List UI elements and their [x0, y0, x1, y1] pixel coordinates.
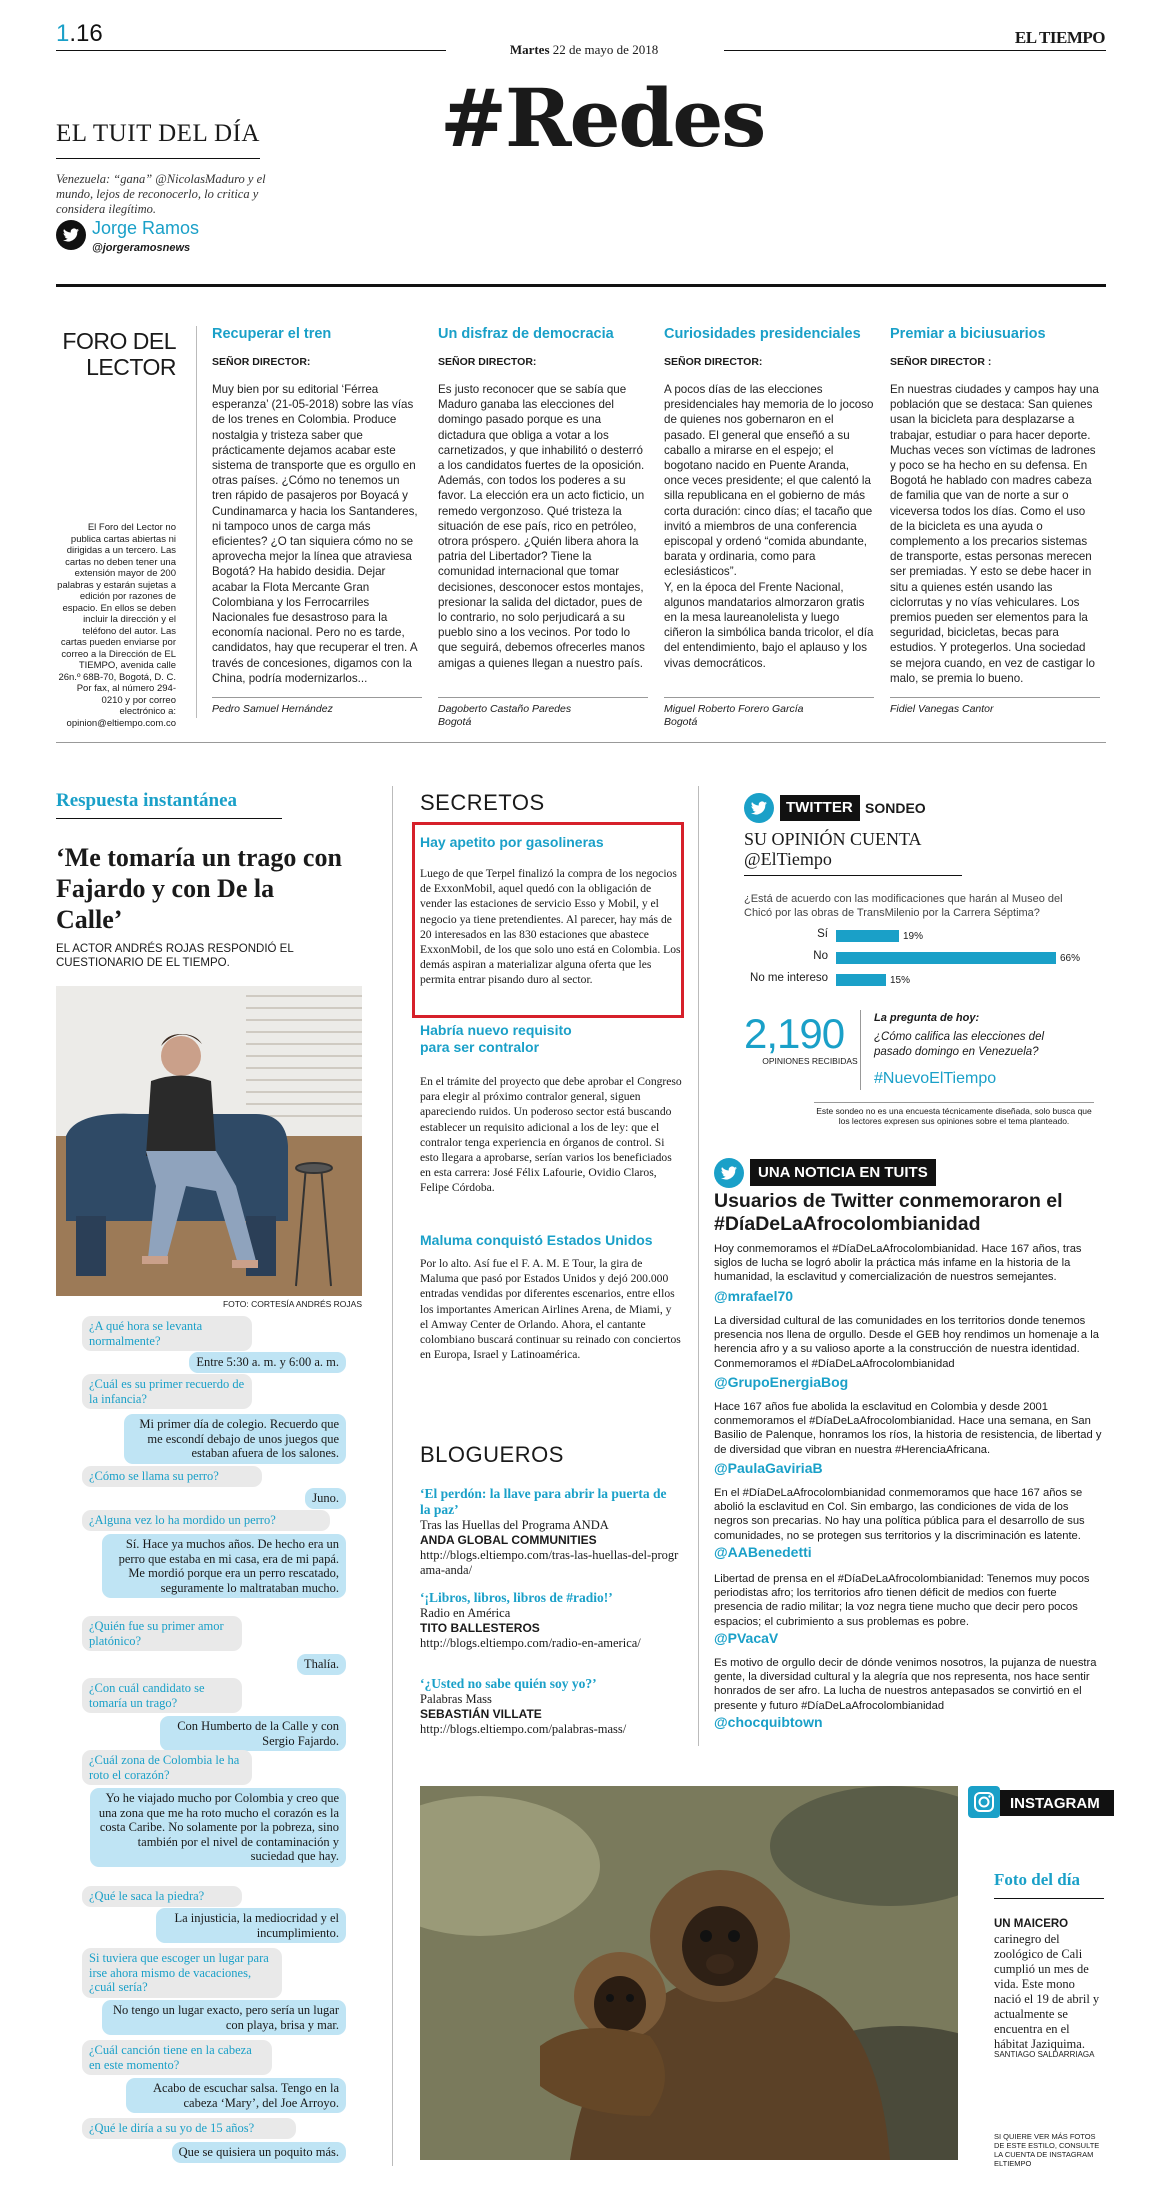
header-rule-right [724, 50, 1106, 51]
tweet-text: Libertad de prensa en el #DíaDeLaAfrocolombianidad: Tenemos muy pocos periodistas afro; los territorios afro tienen déficit de medios con fuerte presencia de radio militar; la voz negra tiene mucho que decir pero pocos espacios; el cubrimiento a sus problemas es pobre. [714, 1573, 1090, 1628]
secreto-text: Luego de que Terpel finalizó la compra de los negocios de ExxonMobil, aquel quedó con la obligación de vender las estaciones de servicio Esso y Mobil, y el negocio ya tiene pretendientes. Al parecer, hay más de 20 interesados en las 830 estaciones que abastece ExxonMobil, de los que solo uno está en Colombia. Los demás aspiran a materializar alguna oferta que les permita entrar pisando duro al sector. [420, 867, 681, 987]
interview-answer: Con Humberto de la Calle y con Sergio Fajardo. [160, 1716, 346, 1751]
poll-percent: 19% [903, 931, 924, 942]
column-divider [698, 786, 699, 1746]
interview-subtitle: EL ACTOR ANDRÉS ROJAS RESPONDIÓ EL CUESTIONARIO DE EL TIEMPO. [56, 943, 294, 969]
interview-answer: Mi primer día de colegio. Recuerdo que me escondí debajo de unos juegos que estaban afuera de los salones. [124, 1414, 346, 1464]
letter-salutation: SEÑOR DIRECTOR: [664, 356, 763, 368]
interview-answer: Thalía. [297, 1654, 346, 1675]
interview-question: ¿Alguna vez lo ha mordido un perro? [82, 1510, 330, 1531]
interview-question: ¿Con cuál candidato se tomaría un trago? [82, 1678, 242, 1713]
letter-salutation: SEÑOR DIRECTOR: [212, 356, 311, 368]
letter-title: Recuperar el tren [212, 326, 332, 342]
tuit-handle[interactable]: @jorgeramosnews [92, 242, 191, 254]
sondeo-disclaimer: Este sondeo no es una encuesta técnicamente diseñada, solo busca que los lectores expresen sus opiniones sobre el tema planteado. [814, 1102, 1094, 1126]
letter-title: Curiosidades presidenciales [664, 326, 861, 342]
header-rule-left [56, 50, 446, 51]
blog-url[interactable]: http://blogs.eltiempo.com/palabras-mass/ [420, 1722, 627, 1736]
blog-entry: Palabras Mass SEBASTIÁN VILLATE http://blogs.eltiempo.com/palabras-mass/ [420, 1692, 680, 1737]
instagram-photo [420, 1786, 958, 2160]
letter-salutation: SEÑOR DIRECTOR: [438, 356, 537, 368]
letter-signature: Pedro Samuel Hernández [212, 697, 422, 716]
interview-question: ¿Cómo se llama su perro? [82, 1466, 262, 1487]
letter-signature: Fidiel Vanegas Cantor [890, 697, 1100, 716]
tweet-text: En el #DíaDeLaAfrocolombianidad conmemoramos que hace 167 años se abolió la esclavitud en Col. Sin embargo, las condiciones de vida de los negros son precarias. No hay una política pública para el desarrollo de sus comunidades, no se protegen sus territorios y la discriminación es latente. [714, 1487, 1085, 1542]
letter-3 [664, 326, 874, 671]
interview-answer: La injusticia, la mediocridad y el incumplimiento. [156, 1908, 346, 1943]
sondeo-label: SONDEO [865, 800, 926, 816]
poll-bar [836, 974, 886, 986]
blog-title[interactable]: ‘¿Usted no sabe quién soy yo?’ [420, 1676, 597, 1691]
letter-2 [438, 326, 648, 671]
interview-question: ¿Cuál canción tiene en la cabeza en este momento? [82, 2040, 272, 2075]
section-divider [56, 742, 1106, 743]
secreto-text: En el trámite del proyecto que debe aprobar el Congreso para elegir al próximo contralor general, siguen apareciendo ruidos. Un poderoso sector está buscando establecer un requisito adicional a los de ley: que el contralor tenga experiencia en órganos de control. Si esto llegara a aprobarse, serían varios los beneficiados en esta carrera: José Félix Lafourie, Ovidio Claros, Felipe Córdoba. [420, 1075, 682, 1195]
letter-body: Muy bien por su editorial ‘Férrea esperanza’ (21-05-2018) sobre las vías de los trenes en Colombia. Produce nostalgia y tristeza saber que prácticamente dejamos acabar este sistema de transporte que es orgullo en otras países. ¿Cómo no tenemos un tren rápido de pasajeros por Boyacá y Cundinamarca y hacia los Santanderes, ni tampoco unos de carga más eficientes? ¿O tan siquiera cómo no se aprovecha mejor la línea que atraviesa Bogotá? Ha habido desidia. Dejar acabar la Flota Mercante Gran Colombiana y los Ferrocarriles Nacionales fue desastroso para la economía nacional. Pero no es tarde, candidatos, hay que recuperar el tren. A través de concesiones, digamos con la China, podría modernizarlos... [212, 383, 418, 685]
poll-option-label: Sí [817, 928, 828, 940]
twitter-icon [744, 793, 774, 823]
interview-question: ¿Cuál zona de Colombia le ha roto el corazón? [82, 1750, 252, 1785]
interview-answer: Entre 5:30 a. m. y 6:00 a. m. [189, 1352, 346, 1373]
tweet-handle[interactable]: @AABenedetti [714, 1544, 812, 1560]
blogueros-title: BLOGUEROS [420, 1442, 564, 1467]
interview-answer: Yo he viajado mucho por Colombia y creo que una zona que me ha roto mucho el corazón es la costa Caribe. No solamente por la pobreza, sino también por el nivel de contaminación y suciedad que hay. [90, 1788, 346, 1867]
tweet-handle[interactable]: @GrupoEnergiaBog [714, 1374, 849, 1390]
interview-question: Si tuviera que escoger un lugar para irse ahora mismo de vacaciones, ¿cuál sería? [82, 1948, 282, 1998]
blog-url[interactable]: http://blogs.eltiempo.com/tras-las-huellas-del-programa-anda/ [420, 1548, 679, 1577]
blog-entry: Tras las Huellas del Programa ANDA ANDA GLOBAL COMMUNITIES http://blogs.eltiempo.com/tras-las-huellas-del-programa-anda/ [420, 1518, 679, 1577]
blog-title[interactable]: ‘¡Libros, libros, libros de #radio!’ [420, 1590, 613, 1605]
interview-question: ¿Qué le saca la piedra? [82, 1886, 242, 1907]
interview-question: ¿Cuál es su primer recuerdo de la infancia? [82, 1374, 252, 1409]
noticia-title: Usuarios de Twitter conmemoraron el #DíaDeLaAfrocolombianidad [714, 1190, 1063, 1235]
brand-logo: EL TIEMPO [1014, 28, 1105, 47]
interview-answer: Juno. [305, 1488, 346, 1509]
letter-4 [890, 326, 1100, 686]
twitter-icon [56, 220, 86, 250]
interview-answer: Que se quisiera un poquito más. [172, 2142, 346, 2163]
secreto-text: Por lo alto. Así fue el F. A. M. E Tour, la gira de Maluma que pasó por Estados Unidos y dejó 200.000 entradas vendidas por diferentes escenarios, entre ellos los importantes American Airlines Arena, de Miami, y el Amway Center de Orlando. Ahora, el cantante colombiano buscará continuar su reinado con conciertos en Europa, Israel y Latinoamérica. [420, 1257, 681, 1362]
interview-headline: ‘Me tomaría un trago con Fajardo y con De la Calle’ [56, 843, 342, 934]
tweet-text: Es motivo de orgullo decir de dónde venimos nosotros, la pujanza de nuestra gente, la diversidad cultural y la alegría que nos representa, nos hace sentir honrados de ser afro. La lucha de nuestros antepasados se convirtió en el presente y futuro #DíaDeLaAfrocolombianidad [714, 1657, 1097, 1712]
secreto-heading: Maluma conquistó Estados Unidos [420, 1232, 653, 1248]
sondeo-headline: SU OPINIÓN CUENTA [744, 829, 922, 849]
photo-caption: UN MAICERO carinegro del zoológico de Cali cumplió un mes de vida. Este mono nació el 19 de abril y actualmente se encuentra en el hábitat Jaziquima. [994, 1918, 1100, 2051]
poll-percent: 66% [1060, 953, 1081, 964]
tweet-text: La diversidad cultural de las comunidades en los territorios donde tenemos presencia nos llena de orgullo. Desde el GEB hoy rendimos un homenaje a la herencia afro y a su valioso aporte a la construcción de nuestra identidad. Conmemoramos el #DíaDeLaAfrocolombianidad [714, 1315, 1099, 1370]
blog-title[interactable]: ‘El perdón: la llave para abrir la puerta de la paz’ [420, 1486, 667, 1517]
sondeo-account[interactable]: @ElTiempo [744, 849, 832, 869]
tweet-handle[interactable]: @mrafael70 [714, 1288, 794, 1304]
interview-question: ¿Quién fue su primer amor platónico? [82, 1616, 242, 1651]
instagram-label: INSTAGRAM [1000, 1790, 1114, 1816]
sondeo-hashtag[interactable]: #NuevoElTiempo [874, 1070, 997, 1087]
letter-title: Premiar a biciusuarios [890, 326, 1046, 342]
foro-divider [196, 326, 197, 718]
tweet-handle[interactable]: @PaulaGaviriaB [714, 1460, 823, 1476]
section-masthead: #Redes [440, 71, 765, 165]
sondeo-divider [860, 1010, 861, 1090]
letter-1 [212, 326, 422, 686]
total-opinions: 2,190 [744, 1010, 845, 1057]
photo-credit: SANTIAGO SALDARRIAGA [994, 2050, 1095, 2059]
letter-body: A pocos días de las elecciones presidenciales hay memoria de lo jocoso de quienes nos gobernaron en el pasado. El general que enseñó a su caballo a mirarse en el espejo; el bogotano nacido en Puente Aranda, once veces presidente; el que calentó la silla republicana en el gobierno de más corta duración: cinco días; el tacaño que invitó a miembros de una conferencia episcopal y ordenó “comida abundante, barata y ordinaria, como para eclesiásticos”. Y, en la época del Frente Nacional, algunos mandatarios almorzaron gratis en la mesa laureanolelista y luego ciñeron la simbólica banda tricolor, el día del entendimiento, bajo el aplauso y los vivas democráticos. [664, 383, 874, 670]
foto-del-dia-rule [994, 1898, 1104, 1899]
tuit-author[interactable]: Jorge Ramos [92, 218, 200, 238]
letter-salutation: SEÑOR DIRECTOR : [890, 356, 992, 368]
poll-question: ¿Está de acuerdo con las modificaciones que harán al Museo del Chicó por las obras de TransMilenio por la Carrera Séptima? [744, 893, 1063, 919]
blog-url[interactable]: http://blogs.eltiempo.com/radio-en-america/ [420, 1636, 641, 1650]
tuit-title-rule [56, 158, 260, 159]
tweet-text: Hace 167 años fue abolida la esclavitud en Colombia y desde 2001 conmemoramos el #DíaDeLaAfrocolombianidad. Hace una semana, en San Basilio de Palenque, honramos los ríos, la historia de resistencia, de libertad y de diversidad que vibran en nuestra #HerenciaAfricana. [714, 1401, 1102, 1456]
next-question: ¿Cómo califica las elecciones del pasado domingo en Venezuela? [874, 1031, 1045, 1058]
issue-date: Martes 22 de mayo de 2018 [509, 42, 659, 57]
letter-title: Un disfraz de democracia [438, 326, 614, 342]
instagram-icon [968, 1786, 1000, 1818]
tuit-del-dia-title: EL TUIT DEL DÍA [56, 120, 260, 147]
respuesta-title: Respuesta instantánea [56, 790, 238, 811]
foro-note: El Foro del Lector no publica cartas abiertas ni dirigidas a un tercero. Las cartas no deben tener una extensión mayor de 200 palabras y estarán sujetas a edición por razones de espacio. En ellos se deben incluir la dirección y el teléfono del autor. Las cartas pueden enviarse por correo a la Dirección de EL TIEMPO, avenida calle 26n.º 68B-70, Bogotá, D. C. Por fax, al número 294-0210 y por correo electrónico a: opinion@eltiempo.com.co [57, 522, 176, 729]
letter-body: Es justo reconocer que se sabía que Maduro ganaba las elecciones del domingo pasado porque es una dictadura que obliga a votar a los carnetizados, y que inhabilitó o desterró a los candidatos fuertes de la oposición. Además, con todos los poderes a su favor. La elección era un acto ficticio, un remedo vergonzoso. Qué tristeza la situación de ese país, rico en petróleo, otrora próspero. ¿Quién libera ahora la patria del Libertador? Tiene la comunidad internacional que tomar decisiones, desconocer estos montajes, presionar la salida del dictador, pues de lo contrario, no solo perjudicará a su pueblo sino a los vecinos. Por todo lo que seguirá, debemos ofrecerles manos amigas a quienes llegan a nuestro país. [438, 383, 645, 670]
photo-credit: FOTO: CORTESÍA ANDRÉS ROJAS [222, 1299, 362, 1309]
total-opinions-label: OPINIONES RECIBIDAS [762, 1056, 858, 1066]
respuesta-rule [56, 818, 282, 819]
poll-option-label: No me intereso [750, 972, 828, 984]
interview-answer: Sí. Hace ya muchos años. De hecho era un perro que estaba en mi casa, era de mi papá. Me mordió porque era un perro rescatado, seguramente lo maltrataban mucho. [102, 1534, 346, 1598]
poll-bar [836, 952, 1056, 964]
poll-option-label: No [813, 950, 828, 962]
secretos-title: SECRETOS [420, 790, 545, 815]
instagram-note: SI QUIERE VER MÁS FOTOS DE ESTE ESTILO, CONSULTE LA CUENTA DE INSTAGRAM ELTIEMPO [994, 2132, 1100, 2168]
interview-answer: Acabo de escuchar salsa. Tengo en la cabeza ‘Mary’, del Joe Arroyo. [126, 2078, 346, 2113]
foro-title: FORO DEL LECTOR [62, 328, 176, 380]
noticia-label: UNA NOTICIA EN TUITS [750, 1159, 936, 1186]
section-divider-thick [56, 284, 1106, 287]
twitter-label: TWITTER [780, 795, 860, 821]
letter-body: En nuestras ciudades y campos hay una población que se destaca: San quienes usan la bicicleta para desplazarse a trabajar, estudiar o para hacer deporte. Muchas veces son víctimas de ladrones y poco se ha hecho en su defensa. En Bogotá he hablado con madres cabeza de familia que van de norte a sur o viceversa todos los días. Como el uso de la bicicleta es una ayuda o complemento a los precarios sistemas de transporte, estas personas merecen ser premiadas. Y esto se debe hacer in situ a quienes estén usando las ciclorrutas y no vías vehiculares. Los premios pueden ser elementos para la seguridad, bicicletas, becas para estudios. Y protegerlos. Una sociedad se mejora cuando, en vez de castigar lo malo, se premia lo bueno. [890, 383, 1099, 685]
letter-signature: Miguel Roberto Forero García Bogotá [664, 697, 874, 729]
poll-percent: 15% [890, 975, 911, 986]
page-number: 1.16 [56, 20, 103, 47]
foto-del-dia-title: Foto del día [994, 1870, 1080, 1889]
tweet-handle[interactable]: @chocquibtown [714, 1714, 823, 1730]
interview-answer: No tengo un lugar exacto, pero sería un lugar con playa, brisa y mar. [102, 2000, 346, 2035]
tweet-text: Hoy conmemoramos el #DíaDeLaAfrocolombianidad. Hace 167 años, tras siglos de lucha se logró abolir la práctica más infame en la historia de la humanidad, la esclavitud y comercialización de nuestros semejantes. [714, 1243, 1082, 1284]
poll-bar [836, 930, 899, 942]
interview-photo [56, 986, 362, 1296]
twitter-icon [714, 1158, 744, 1188]
sondeo-rule [744, 875, 962, 876]
next-question-title: La pregunta de hoy: [874, 1012, 980, 1024]
interview-question: ¿Qué le diría a su yo de 15 años? [82, 2118, 296, 2139]
column-divider [392, 786, 393, 2166]
secreto-heading: Hay apetito por gasolineras [420, 834, 604, 850]
tweet-handle[interactable]: @PVacaV [714, 1630, 779, 1646]
secreto-heading: Habría nuevo requisito para ser contralor [420, 1022, 572, 1055]
interview-question: ¿A qué hora se levanta normalmente? [82, 1316, 252, 1351]
blog-entry: Radio en América TITO BALLESTEROS http://blogs.eltiempo.com/radio-en-america/ [420, 1606, 680, 1651]
letter-signature: Dagoberto Castaño Paredes Bogotá [438, 697, 648, 729]
tuit-text: Venezuela: “gana” @NicolasMaduro y el mundo, lejos de reconocerlo, lo critica y considera ilegítimo. [56, 172, 266, 216]
